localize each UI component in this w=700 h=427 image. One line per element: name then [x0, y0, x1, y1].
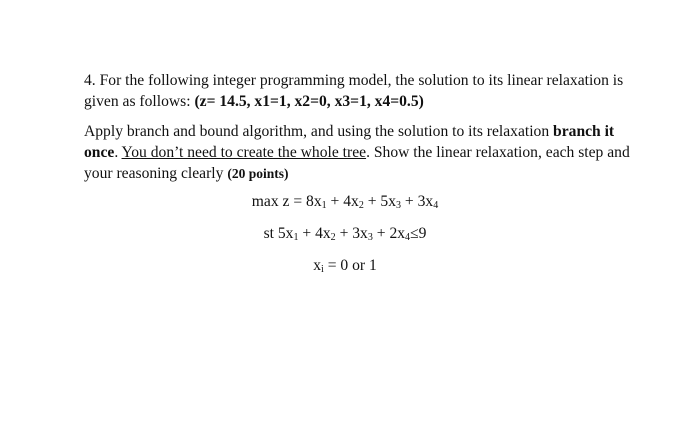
instructions-text-b: . [114, 144, 122, 161]
question-intro [84, 70, 644, 112]
constraint-term-3: + 3x [335, 225, 368, 242]
constraint-sub-4: 4 [405, 232, 411, 243]
variable-domain [0, 256, 695, 276]
relaxation-solution: (z= 14.5, x1=1, x2=0, x3=1, x4=0.5) [194, 93, 424, 110]
constraint-term-4: + 2x [372, 225, 406, 242]
objective-term-2: + 4x [326, 193, 359, 210]
constraint-term-2: + 4x [298, 225, 331, 242]
question-intro-text: 4. For the following integer programming model, the solution to its linear relaxation is given as follows: [84, 72, 624, 110]
objective-sub-2: 2 [358, 200, 364, 211]
objective-sub-1: 1 [321, 200, 327, 211]
objective-sub-3: 3 [396, 200, 402, 211]
points-label: (20 points) [227, 166, 289, 181]
objective-term-4: + 3x [401, 193, 434, 210]
instructions-text-c: . Show the linear relaxation, each step and your reasoning clearly [84, 144, 630, 182]
instructions-text-a: Apply branch and bound algorithm, and using the solution to its relaxation [84, 123, 554, 140]
domain-rest: = 0 or 1 [323, 257, 377, 274]
domain-sub: i [321, 264, 324, 275]
constraint-sub-1: 1 [293, 232, 299, 243]
constraint-rhs: ≤9 [410, 225, 427, 242]
question-instructions [84, 121, 644, 184]
constraint [0, 224, 695, 244]
objective-prefix: max z = 8x [251, 193, 322, 210]
objective-term-3: + 5x [363, 193, 397, 210]
branch-once-emphasis: branch it once [84, 123, 615, 161]
no-whole-tree-note: You don’t need to create the whole tree [121, 144, 367, 161]
objective-function [0, 192, 695, 212]
domain-prefix: x [313, 257, 322, 274]
constraint-sub-3: 3 [367, 232, 373, 243]
objective-sub-4: 4 [433, 200, 439, 211]
question-block [84, 70, 644, 184]
constraint-prefix: st 5x [263, 225, 294, 242]
constraint-sub-2: 2 [330, 232, 336, 243]
